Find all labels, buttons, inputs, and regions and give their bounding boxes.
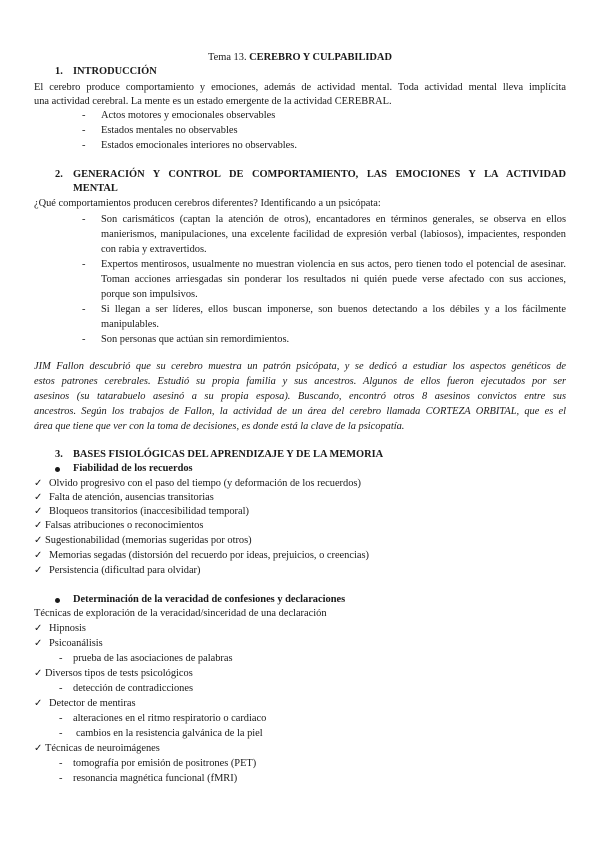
bullet-dot-icon (55, 598, 60, 603)
check-list-item: Sugestionabilidad (memorias sugeridas por otros) (45, 535, 252, 546)
bullet-text-line: Toman acciones arriesgadas sin ponderar los resultados ni quién puede verse afectado con sus acciones, (101, 274, 566, 285)
check-list-item: Detector de mentiras (49, 698, 136, 709)
bullet-text-line: Expertos mentirosos, usualmente no muestran violencia en sus actos, pero tienen todo el potencial de asesinar. (101, 259, 566, 270)
dash-bullet: - (59, 728, 63, 739)
sub-list-item: tomografía por emisión de positrones (PET) (73, 758, 257, 769)
sub-list-item: cambios en la resistencia galvánica de la piel (76, 728, 263, 739)
techniques-intro: Técnicas de exploración de la veracidad/sinceridad de una declaración (34, 608, 327, 619)
question-line: ¿Qué comportamientos producen cerebros diferentes? Identificando a un psicópata: (34, 198, 381, 209)
page-title: Tema 13. CEREBRO Y CULPABILIDAD (208, 52, 392, 63)
dash-bullet: - (82, 259, 86, 270)
checkmark-icon: ✓ (34, 506, 43, 517)
checkmark-icon: ✓ (34, 698, 43, 709)
italic-paragraph-line: área que tiene que ver con la toma de decisiones, es donde está la clave de la psicopatía. (34, 421, 405, 432)
checkmark-icon: ✓ (34, 535, 43, 546)
check-list-item: Técnicas de neuroimágenes (45, 743, 160, 754)
checkmark-icon: ✓ (34, 565, 43, 576)
list-item: Estados mentales no observables (101, 125, 238, 136)
checkmark-icon: ✓ (34, 550, 43, 561)
section-1-paragraph-line: El cerebro produce comportamiento y emociones, además de actividad mental. Toda actividad mental lleva implícita (34, 82, 566, 93)
dash-bullet: - (59, 653, 63, 664)
section-3-heading: BASES FISIOLÓGICAS DEL APRENDIZAJE Y DE LA MEMORIA (73, 449, 384, 460)
section-2-heading: GENERACIÓN Y CONTROL DE COMPORTAMIENTO, LAS EMOCIONES Y LA ACTIVIDAD (73, 169, 566, 180)
italic-paragraph-line: estos patrones cerebrales. Estudió su propia familia y sus ancestros. Algunos de ellos fueron ejecutados por ser (34, 376, 566, 387)
check-list-item: Bloqueos transitorios (inaccesibilidad temporal) (49, 506, 249, 517)
dash-bullet: - (82, 334, 86, 345)
dash-bullet: - (59, 683, 63, 694)
bullet-text-line: manierismos, manipulaciones, una excelente facilidad de expresión verbal (labiosos), impacientes, responden (101, 229, 566, 240)
sub-list-item: alteraciones en el ritmo respiratorio o cardiaco (73, 713, 267, 724)
bullet-text-line: Son personas que actúan sin remordimientos. (101, 334, 290, 345)
checkmark-icon: ✓ (34, 638, 43, 649)
bullet-text-line: porque son impulsivos. (101, 289, 198, 300)
bullet-text-line: Son carismáticos (captan la atención de otros), encantadores en términos generales, se observa en ellos (101, 214, 566, 225)
checkmark-icon: ✓ (34, 520, 43, 531)
check-list-item: Persistencia (dificultad para olvidar) (49, 565, 201, 576)
checkmark-icon: ✓ (34, 492, 43, 503)
bullet-text-line: manipulables. (101, 319, 160, 330)
sub-list-item: detección de contradicciones (73, 683, 194, 694)
list-item: Actos motores y emocionales observables (101, 110, 276, 121)
checkmark-icon: ✓ (34, 478, 43, 489)
subheading-reliability: Fiabilidad de los recuerdos (73, 463, 193, 474)
dash-bullet: - (82, 110, 86, 121)
dash-bullet: - (82, 304, 86, 315)
bullet-text-line: Si llegan a ser líderes, ellos buscan imponerse, son buenos detectando a los débiles y a los fácilmente (101, 304, 566, 315)
subheading-veracity: Determinación de la veracidad de confesiones y declaraciones (73, 594, 346, 605)
section-1-number: 1. (55, 66, 63, 77)
sub-list-item: prueba de las asociaciones de palabras (73, 653, 233, 664)
section-3-number: 3. (55, 449, 63, 460)
dash-bullet: - (59, 758, 63, 769)
check-list-item: Olvido progresivo con el paso del tiempo (y deformación de los recuerdos) (49, 478, 361, 489)
bullet-dot-icon (55, 467, 60, 472)
check-list-item: Falsas atribuciones o reconocimientos (45, 520, 204, 531)
italic-paragraph-line: ancestros. Según los trabajos de Fallon, la actividad de un área del cerebro llamada CORTEZA ORBITAL, que es el (34, 406, 566, 417)
dash-bullet: - (59, 713, 63, 724)
check-list-item: Diversos tipos de tests psicológicos (45, 668, 193, 679)
italic-paragraph-line: JIM Fallon descubrió que su cerebro muestra un patrón psicópata, y se dedicó a estudiar los aspectos genéticos de (34, 361, 566, 372)
check-list-item: Falta de atención, ausencias transitorias (49, 492, 214, 503)
bullet-text-line: con rabia y extravertidos. (101, 244, 207, 255)
list-item: Estados emocionales interiores no observables. (101, 140, 297, 151)
dash-bullet: - (82, 140, 86, 151)
checkmark-icon: ✓ (34, 743, 43, 754)
dash-bullet: - (59, 773, 63, 784)
section-1-paragraph-line: una actividad cerebral. La mente es un estado emergente de la actividad CEREBRAL. (34, 96, 392, 107)
sub-list-item: resonancia magnética funcional (fMRI) (73, 773, 238, 784)
checkmark-icon: ✓ (34, 623, 43, 634)
check-list-item: Psicoanálisis (49, 638, 103, 649)
section-1-heading: INTRODUCCIÓN (73, 66, 157, 77)
dash-bullet: - (82, 214, 86, 225)
dash-bullet: - (82, 125, 86, 136)
check-list-item: Memorias segadas (distorsión del recuerdo por ideas, prejuicios, o creencias) (49, 550, 369, 561)
section-2-number: 2. (55, 169, 63, 180)
section-2-heading-cont: MENTAL (73, 183, 118, 194)
italic-paragraph-line: asesinos (su tatarabuelo asesinó a su propia esposa). Buscando, encontró otros 8 asesinos convictos entre sus (34, 391, 566, 402)
check-list-item: Hipnosis (49, 623, 86, 634)
checkmark-icon: ✓ (34, 668, 43, 679)
